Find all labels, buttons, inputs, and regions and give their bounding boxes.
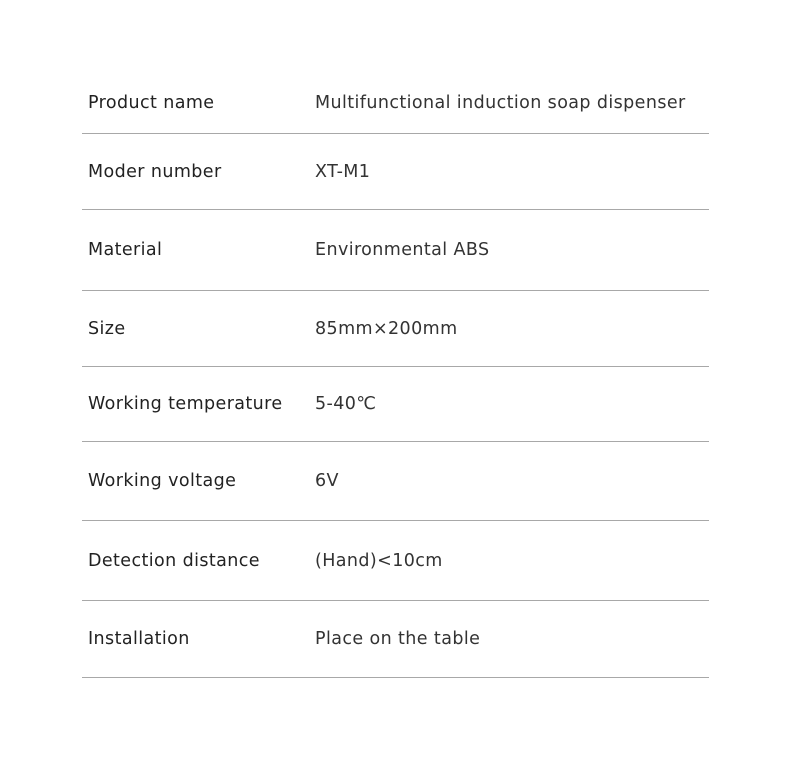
spec-label: Material	[88, 240, 163, 260]
spec-value: (Hand)<10cm	[315, 550, 443, 571]
spec-value: XT-M1	[315, 161, 371, 182]
spec-value: Place on the table	[315, 629, 481, 649]
spec-table	[82, 72, 709, 678]
spec-row-installation	[82, 601, 709, 678]
spec-label: Moder number	[88, 161, 222, 182]
spec-row-working-voltage	[82, 442, 709, 521]
spec-value: Environmental ABS	[315, 240, 490, 260]
spec-row-model-number	[82, 134, 709, 210]
spec-label: Detection distance	[88, 550, 260, 571]
spec-row-detection-distance	[82, 521, 709, 601]
spec-label: Installation	[88, 629, 190, 649]
spec-label: Size	[88, 318, 126, 339]
spec-value: Multifunctional induction soap dispenser	[315, 92, 686, 113]
spec-label: Working temperature	[88, 394, 283, 414]
spec-value: 5-40℃	[315, 394, 377, 414]
spec-row-product-name	[82, 72, 709, 134]
spec-row-size	[82, 291, 709, 367]
spec-value: 6V	[315, 471, 339, 491]
spec-row-material	[82, 210, 709, 291]
spec-label: Product name	[88, 92, 215, 113]
spec-row-working-temperature	[82, 367, 709, 442]
spec-label: Working voltage	[88, 471, 237, 491]
spec-value: 85mm×200mm	[315, 318, 458, 339]
